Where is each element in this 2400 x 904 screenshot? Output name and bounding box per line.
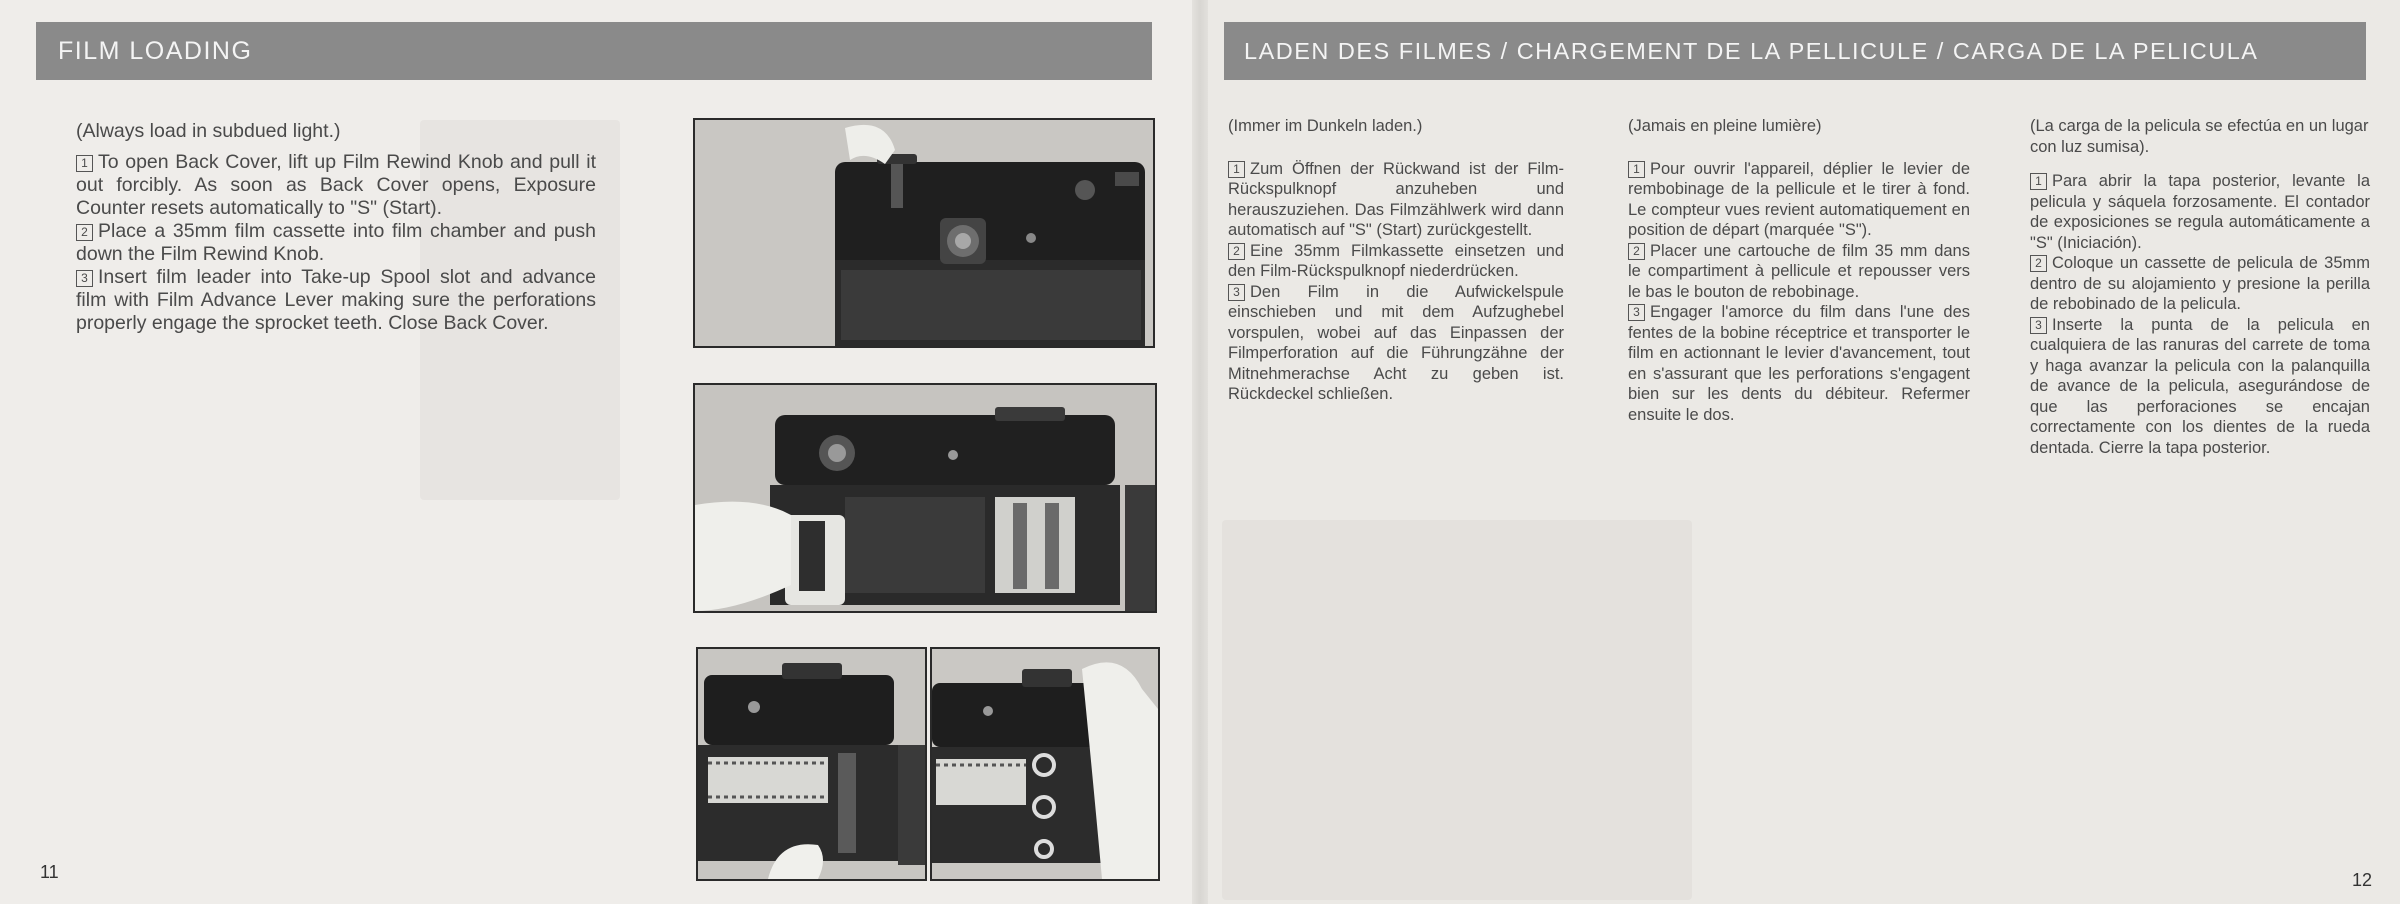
french-step-1-text: Pour ouvrir l'appareil, déplier le levier de rembobinage de la pellicule et le tirer à fond. Le compteur vues revient automatiquement en position de départ (marquée "S"). [1628, 159, 1970, 239]
left-page-number: 11 [40, 862, 59, 882]
german-step-3 [1228, 282, 1564, 405]
left-header-title: FILM LOADING [58, 36, 253, 65]
step-number-box: 1 [1228, 161, 1245, 178]
english-column [76, 120, 596, 335]
spanish-intro: (La carga de la pelicula se efectúa en un lugar con luz sumisa). [2030, 117, 2369, 156]
step-number-box: 2 [76, 224, 93, 241]
film-advance-illustration [932, 649, 1158, 879]
book-gutter [1192, 0, 1208, 904]
step-number-box: 3 [76, 270, 93, 287]
spanish-column [2030, 116, 2370, 458]
film-leader-illustration [698, 649, 925, 879]
right-page-number: 12 [2352, 870, 2373, 890]
right-header-bar [1224, 22, 2366, 80]
german-step-3-text: Den Film in die Aufwickelspule einschieben und mit dem Aufzughebel vorspulen, wobei auf das Einpassen der Filmperforation auf die Führungzähne der Mitnehmerachse Acht zu geben ist. Rückdeckel schließen. [1228, 282, 1564, 403]
german-step-1 [1228, 159, 1564, 241]
spanish-step-3 [2030, 315, 2370, 459]
french-step-2 [1628, 241, 1970, 303]
english-step-3 [76, 266, 596, 335]
bleed-through-photo [1222, 520, 1692, 900]
french-step-3 [1628, 302, 1970, 425]
german-step-1-text: Zum Öffnen der Rückwand ist der Film-Rückspulknopf anzuheben und herauszuziehen. Das Filmzählwerk wird dann automatisch auf "S" (Start) zurückgestellt. [1228, 159, 1564, 239]
german-step-2-text: Eine 35mm Filmkassette einsetzen und den Film-Rückspulknopf niederdrücken. [1228, 241, 1564, 280]
spanish-step-2-text: Coloque un cassette de pelicula de 35mm dentro de su alojamiento y presione la perilla de rebobinado de la pelicula. [2030, 254, 2370, 313]
german-step-2 [1228, 241, 1564, 282]
french-step-2-text: Placer une cartouche de film 35 mm dans le compartiment à pellicule et repousser vers le bas le bouton de rebobinage. [1628, 241, 1970, 301]
step-number-box: 3 [1228, 284, 1245, 301]
spanish-step-1 [2030, 171, 2370, 253]
camera-back-open-illustration [695, 385, 1155, 611]
english-step-2-text: Place a 35mm film cassette into film chamber and push down the Film Rewind Knob. [76, 220, 596, 265]
german-column [1228, 116, 1564, 405]
step-number-box: 1 [76, 155, 93, 172]
photo-advance-film [930, 647, 1160, 881]
french-step-1 [1628, 159, 1970, 241]
step-number-box: 2 [1228, 243, 1245, 260]
spanish-step-1-text: Para abrir la tapa posterior, levante la pelicula y sáquela forzosamente. El contador de exposiciones se regula automáticamente a "S" (Iniciación). [2030, 172, 2370, 252]
english-step-3-text: Insert film leader into Take-up Spool slot and advance film with Film Advance Lever making sure the perforations properly engage the sprocket teeth. Close Back Cover. [76, 266, 596, 334]
step-number-box: 3 [2030, 317, 2047, 334]
photo-insert-leader [696, 647, 927, 881]
left-header-bar [36, 22, 1152, 80]
photo-open-back-cover [693, 118, 1155, 348]
step-number-box: 3 [1628, 304, 1645, 321]
photo-place-cassette [693, 383, 1157, 613]
step-number-box: 2 [1628, 243, 1645, 260]
step-number-box: 1 [2030, 173, 2047, 190]
french-column [1628, 116, 1970, 425]
step-number-box: 1 [1628, 161, 1645, 178]
french-step-3-text: Engager l'amorce du film dans l'une des fentes de la bobine réceptrice et transporter le film en actionnant le levier d'avancement, tout en s'assurant que les perforations s'engagent bien sur les dents du débiteur. Refermer ensuite le dos. [1628, 303, 1970, 424]
spanish-step-2 [2030, 253, 2370, 315]
step-number-box: 2 [2030, 255, 2047, 272]
spanish-step-3-text: Inserte la punta de la pelicula en cualquiera de las ranuras del carrete de toma y haga avanzar la pelicula con la palanquilla de avance de la pelicula, asegurándose de que las perforaciones se encajan correctamente con los dientes de la rueda dentada. Cierre la tapa posterior. [2030, 315, 2370, 457]
german-intro: (Immer im Dunkeln laden.) [1228, 117, 1423, 135]
english-step-1 [76, 151, 596, 220]
english-step-1-text: To open Back Cover, lift up Film Rewind Knob and pull it out forcibly. As soon as Back Cover opens, Exposure Counter resets automatically to "S" (Start). [76, 151, 596, 219]
english-intro: (Always load in subdued light.) [76, 120, 341, 142]
english-step-2 [76, 220, 596, 266]
right-header-title: LADEN DES FILMES / CHARGEMENT DE LA PELLICULE / CARGA DE LA PELICULA [1244, 37, 2259, 64]
camera-top-illustration [695, 120, 1153, 346]
french-intro: (Jamais en pleine lumière) [1628, 117, 1822, 135]
